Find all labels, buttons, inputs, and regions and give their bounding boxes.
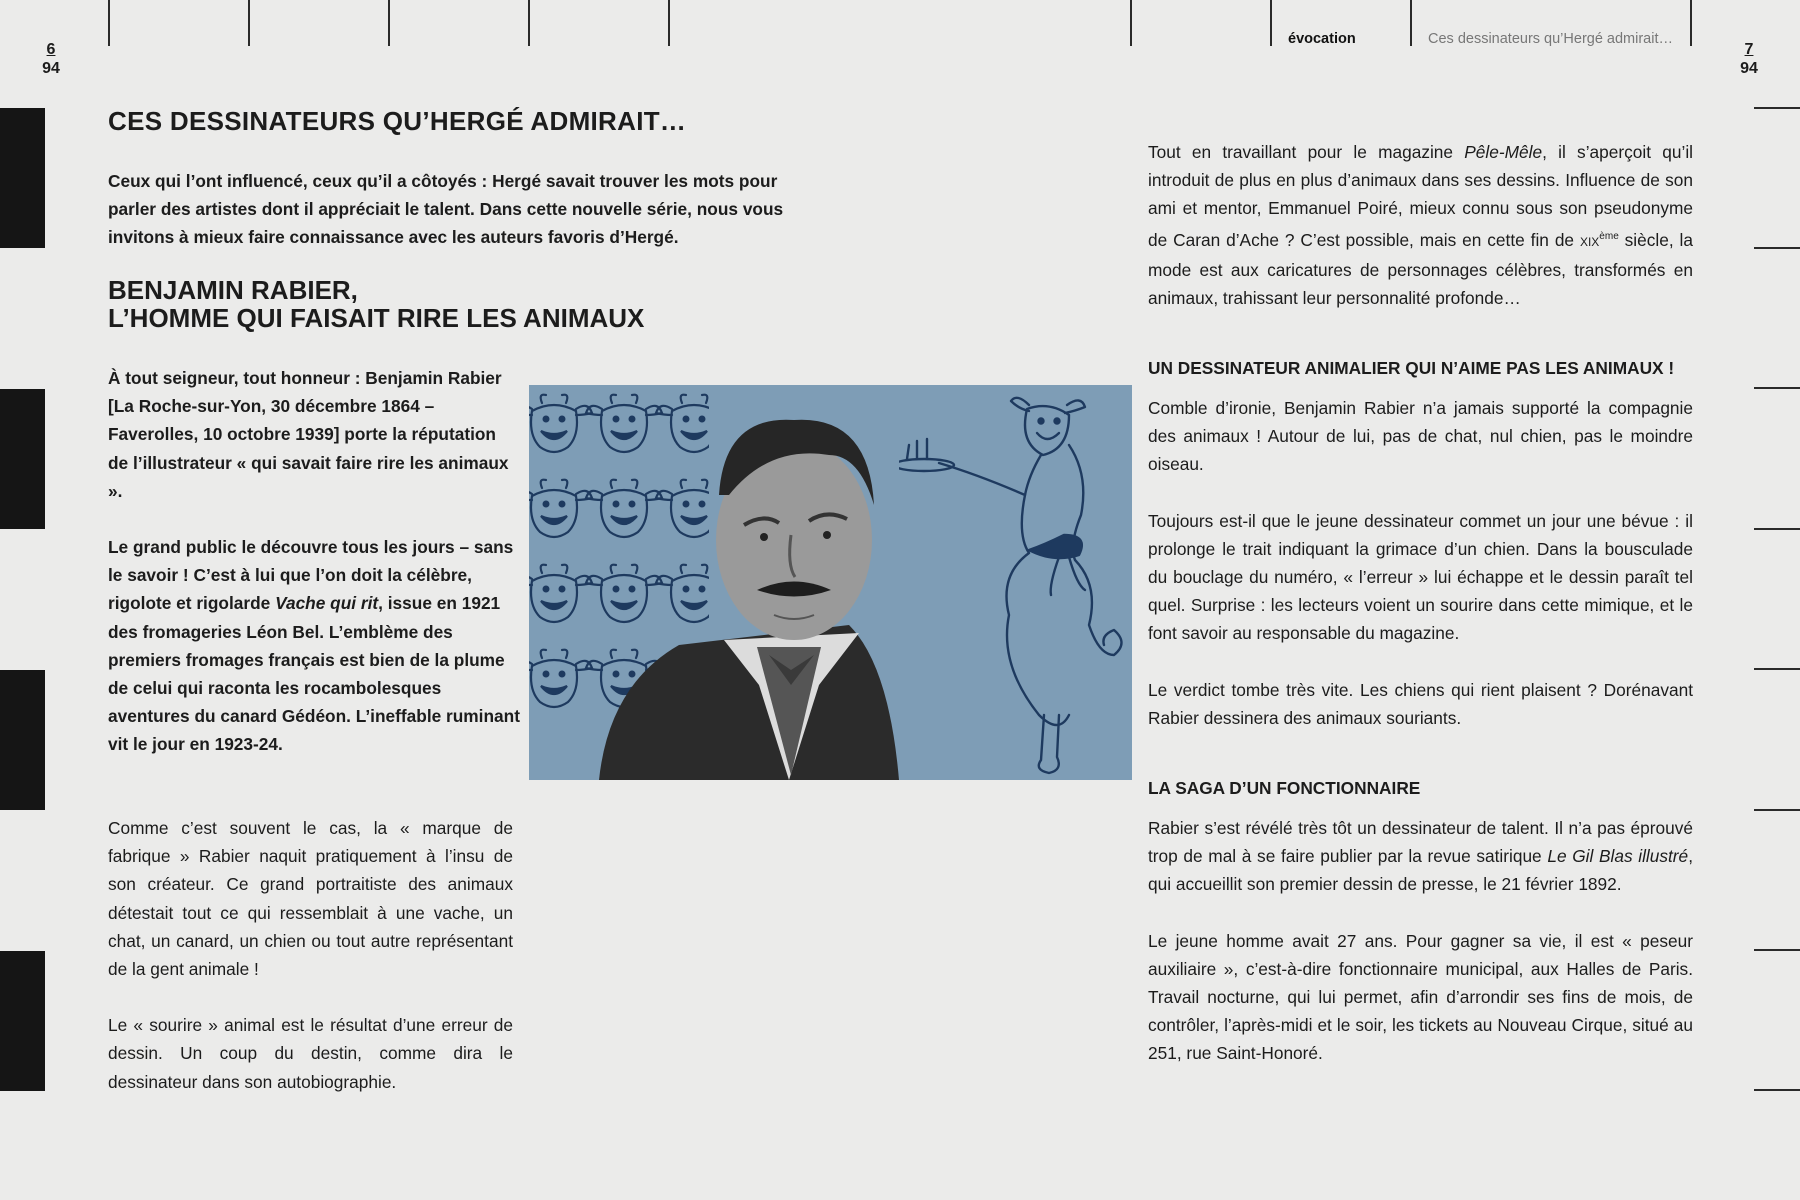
text-run: , qui accueillit son premier dessin de presse, le 21 février 1892. xyxy=(1148,846,1693,895)
page-total: 94 xyxy=(1740,60,1758,77)
margin-tick xyxy=(1754,949,1800,951)
top-tick xyxy=(668,0,670,46)
body-paragraph: Comble d’ironie, Benjamin Rabier n’a jamais supporté la compagnie des animaux ! Autour de lui, pas de chat, nul chien, pas le moindre oiseau. xyxy=(1148,397,1693,475)
top-tick xyxy=(108,0,110,46)
page-number-right xyxy=(1729,40,1769,78)
margin-tick xyxy=(1754,247,1800,249)
text-run: siècle, la mode est aux caricatures de personnages célèbres, transformés en animaux, trahissant leur personnalité profonde… xyxy=(1148,229,1693,308)
subtitle-line: L’HOMME QUI FAISAIT RIRE LES ANIMAUX xyxy=(108,303,645,333)
text-run: Rabier s’est révélé très tôt un dessinateur de talent. Il n’a pas éprouvé trop de mal à se faire publier par la revue satirique xyxy=(1148,818,1693,867)
page-current: 6 xyxy=(46,41,56,58)
top-tick xyxy=(1270,0,1272,46)
emphasis-text: Vache qui rit xyxy=(275,593,379,614)
subtitle-line: BENJAMIN RABIER, xyxy=(108,275,358,305)
section-label: évocation xyxy=(1288,31,1356,47)
article-title: CES DESSINATEURS QU’HERGÉ ADMIRAIT… xyxy=(108,106,687,136)
superscript: ème xyxy=(1599,230,1619,242)
article-intro: Ceux qui l’ont influencé, ceux qu’il a côtoyés : Hergé savait trouver les mots pour parler des artistes dont il appréciait le talent. Dans cette nouvelle série, nous vous invitons à mieux faire connaissance avec les auteurs favoris d’Hergé. xyxy=(108,171,784,247)
century-numeral: XIX xyxy=(1579,234,1600,249)
margin-bar xyxy=(0,670,45,810)
lead-column xyxy=(108,364,520,787)
margin-tick xyxy=(1754,528,1800,530)
margin-bar xyxy=(0,108,45,248)
margin-tick xyxy=(1754,809,1800,811)
body-paragraph xyxy=(1148,138,1693,312)
margin-bar xyxy=(0,951,45,1091)
top-tick xyxy=(1410,0,1412,46)
top-tick xyxy=(1130,0,1132,46)
body-paragraph: Le jeune homme avait 27 ans. Pour gagner sa vie, il est « peseur auxiliaire », c’est-à-dire fonctionnaire municipal, aux Halles de Paris. Travail nocturne, qui lui permet, afin d’arrondir ses fins de mois, de contrôler, l’après-midi et le soir, les tickets au Nouveau Cirque, situé au 251, rue Saint-Honoré. xyxy=(1148,930,1693,1064)
rubric-label: Ces dessinateurs qu’Hergé admirait… xyxy=(1428,31,1673,47)
body-paragraph: Comme c’est souvent le cas, la « marque de fabrique » Rabier naquit pratiquement à l’insu de son créateur. Ce grand portraitiste des animaux détestait tout ce qui ressemblait à une vache, un chat, un canard, un chien ou tout autre représentant de la gent animale ! xyxy=(108,818,513,980)
cow-figure-drawing xyxy=(894,398,1122,773)
article-photo xyxy=(529,385,1132,780)
body-paragraph: Le verdict tombe très vite. Les chiens qui rient plaisent ? Dorénavant Rabier dessinera des animaux souriants. xyxy=(1148,679,1693,728)
text-run: , il s’aperçoit qu’il introduit de plus en plus d’animaux dans ses dessins. Influence de son ami et mentor, Emmanuel Poiré, mieux connu sous son pseudonyme de Caran d’Ache ? C’est possible, mais en cette fin de xyxy=(1148,142,1694,250)
body-paragraph xyxy=(1148,814,1693,899)
top-tick xyxy=(1690,0,1692,46)
top-tick xyxy=(388,0,390,46)
margin-tick xyxy=(1754,1089,1800,1091)
page-current: 7 xyxy=(1744,41,1754,58)
text-run: Tout en travaillant pour le magazine xyxy=(1148,142,1465,162)
text-run: Le grand public le découvre tous les jours – sans le savoir ! C’est à lui que l’on doit la célèbre, rigolote et rigolarde xyxy=(108,537,514,614)
top-tick xyxy=(248,0,250,46)
margin-tick xyxy=(1754,107,1800,109)
body-column-right xyxy=(1148,138,1693,1096)
text-run: , issue en 1921 des fromageries Léon Bel. L’emblème des premiers fromages français est bien de la plume de celui qui raconta les rocambolesques aventures du canard Gédéon. L’ineffable ruminant vit le jour en 1923-24. xyxy=(108,593,520,755)
section-heading: LA SAGA D’UN FONCTIONNAIRE xyxy=(1148,778,1421,799)
section-heading: UN DESSINATEUR ANIMALIER QUI N’AIME PAS LES ANIMAUX ! xyxy=(1148,357,1675,378)
top-tick xyxy=(528,0,530,46)
margin-tick xyxy=(1754,387,1800,389)
article-subtitle xyxy=(108,276,644,332)
page-number-left xyxy=(31,40,71,78)
emphasis-text: Pêle-Mêle xyxy=(1464,142,1543,162)
lead-paragraph: À tout seigneur, tout honneur : Benjamin Rabier [La Roche-sur-Yon, 30 décembre 1864 – Faverolles, 10 octobre 1939] porte la réputation de l’illustrateur « qui savait faire rire les animaux ». xyxy=(108,368,509,501)
margin-bar xyxy=(0,389,45,529)
page-total: 94 xyxy=(42,60,60,77)
margin-tick xyxy=(1754,668,1800,670)
body-column-left xyxy=(108,814,513,1124)
emphasis-text: Le Gil Blas illustré xyxy=(1547,846,1689,867)
body-paragraph: Le « sourire » animal est le résultat d’une erreur de dessin. Un coup du destin, comme dira le dessinateur dans son autobiographie. xyxy=(108,1015,513,1092)
portrait-illustration xyxy=(529,385,1132,780)
body-paragraph: Toujours est-il que le jeune dessinateur commet un jour une bévue : il prolonge le trait indiquant la grimace d’un chien. Dans la bousculade du bouclage du numéro, « l’erreur » lui échappe et le dessin paraît tel quel. Surprise : les lecteurs voient un sourire dans cette mimique, et le font savoir au responsable du magazine. xyxy=(1148,510,1693,644)
lead-paragraph xyxy=(108,533,520,759)
man-portrait xyxy=(599,385,899,780)
